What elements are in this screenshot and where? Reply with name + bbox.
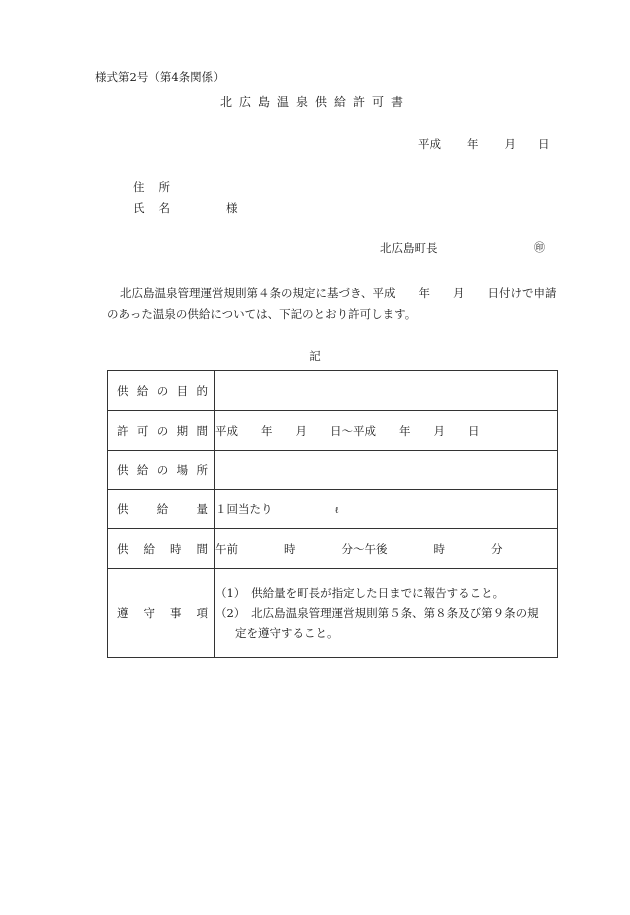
- date-year: 年: [467, 137, 479, 151]
- row-value: [215, 490, 558, 529]
- label-char: 時: [170, 541, 182, 556]
- label-char: 的: [196, 383, 208, 398]
- label-char: 項: [196, 606, 208, 620]
- label-char: 可: [136, 423, 149, 438]
- row-value: [215, 451, 558, 490]
- label-char: の: [156, 383, 169, 398]
- label-char: 給: [136, 383, 149, 398]
- date-month: 月: [504, 137, 516, 151]
- label-char: 給: [136, 463, 149, 477]
- table-row: [108, 371, 558, 411]
- label-char: 給: [156, 502, 169, 516]
- row-label: [108, 529, 215, 569]
- table-row: [108, 451, 558, 490]
- row-label: [108, 490, 215, 529]
- body-line-2: のあった温泉の供給については、下記のとおり許可します。: [107, 307, 417, 321]
- row-label: [108, 371, 215, 411]
- label-char: 許: [117, 423, 129, 438]
- row-value: 平成 年 月 日～平成 年 月 日: [215, 411, 558, 451]
- label-char: 間: [196, 541, 208, 556]
- rules-notes: [215, 569, 558, 658]
- label-char: 事: [170, 606, 182, 620]
- label-purpose: [108, 383, 214, 399]
- date-day: 日: [538, 137, 550, 151]
- note-2-cont: 定を遵守すること。: [235, 626, 339, 640]
- label-char: 給: [143, 541, 155, 556]
- date-era: 平成: [418, 137, 441, 151]
- amount-text: １回当たり: [215, 502, 273, 516]
- form-number: 様式第2号（第4条関係）: [95, 70, 225, 84]
- label-char: の: [156, 463, 169, 477]
- issue-date: [418, 137, 550, 151]
- name-label: 氏名: [133, 201, 184, 215]
- seal-mark: ㊞: [534, 241, 545, 254]
- label-char: 期: [176, 423, 189, 438]
- row-label: [108, 569, 215, 658]
- label-char: 供: [117, 541, 129, 556]
- label-char: 間: [196, 423, 208, 438]
- row-value: [215, 371, 558, 411]
- label-amount: [108, 501, 214, 517]
- permit-table: [107, 370, 558, 658]
- table-row: [108, 411, 558, 451]
- address-label: 住所: [133, 180, 184, 194]
- honorific: 様: [226, 201, 238, 215]
- table-row: [108, 529, 558, 569]
- label-char: 供: [117, 463, 129, 477]
- ki-heading: 記: [309, 349, 321, 363]
- body-line-1: 北広島温泉管理運営規則第４条の規定に基づき、平成 年 月 日付けで申請: [120, 286, 557, 300]
- label-char: の: [156, 423, 169, 438]
- label-place: [108, 462, 214, 478]
- label-char: 場: [176, 463, 189, 477]
- document-title: 北広島温泉供給許可書: [219, 95, 410, 109]
- table-row: [108, 569, 558, 658]
- label-time: [108, 541, 214, 557]
- label-rules: [108, 605, 214, 621]
- liter-unit: ℓ: [334, 506, 339, 516]
- row-label: [108, 411, 215, 451]
- label-char: 守: [143, 606, 155, 620]
- note-1: （1） 供給量を町長が指定した日までに報告すること。: [215, 586, 505, 600]
- table-row: [108, 490, 558, 529]
- label-char: 供: [117, 383, 129, 398]
- row-value: 午前 時 分～午後 時 分: [215, 529, 558, 569]
- label-char: 目: [176, 383, 189, 398]
- label-char: 量: [196, 502, 208, 516]
- label-char: 供: [117, 502, 129, 516]
- label-char: 所: [196, 463, 208, 477]
- note-2: （2） 北広島温泉管理運営規則第５条、第８条及び第９条の規: [215, 606, 539, 620]
- row-label: [108, 451, 215, 490]
- label-period: [108, 423, 214, 439]
- issuer-name: 北広島町長: [380, 241, 438, 255]
- label-char: 遵: [117, 606, 129, 620]
